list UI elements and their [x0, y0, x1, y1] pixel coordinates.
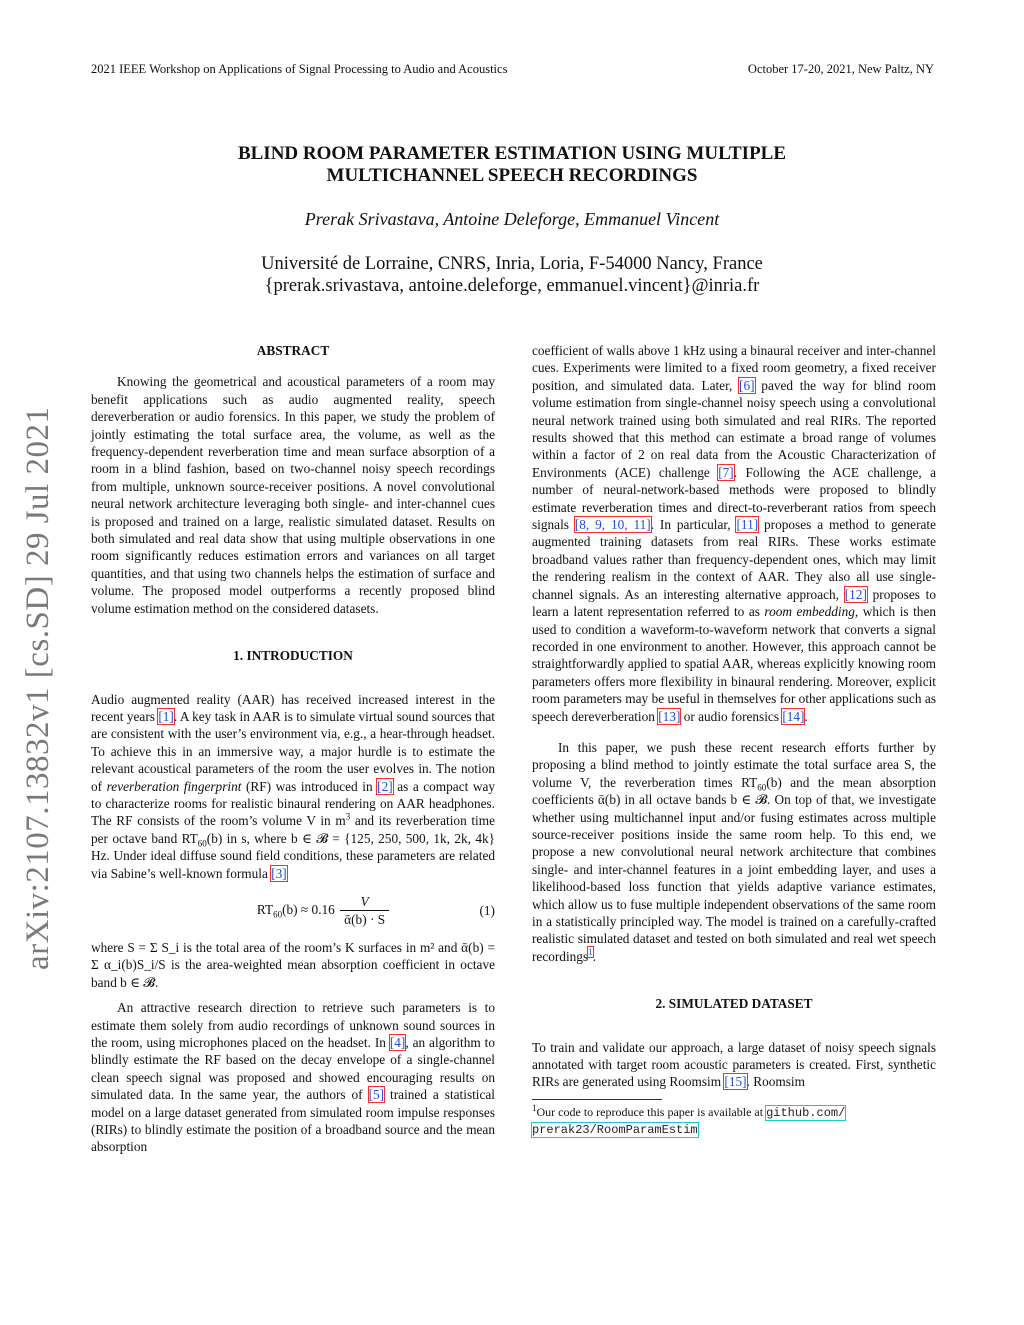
citation-15[interactable]: [15]	[724, 1074, 747, 1090]
footnote-rule	[532, 1099, 662, 1100]
paper-title	[150, 143, 874, 187]
left-column	[91, 342, 495, 1156]
citation-6[interactable]: [6]	[739, 377, 755, 393]
citation-3[interactable]: [3]	[271, 865, 287, 881]
citation-7[interactable]: [7]	[718, 464, 734, 480]
intro-paragraph-2: where S = Σ S_i is the total area of the room’s K surfaces in m² and ᾱ(b) = Σ α_i(b)S_i/S is the area-weighted mean absorption coefficient in octave band b ∈ 𝓑.	[91, 939, 495, 990]
running-header-right: October 17-20, 2021, New Paltz, NY	[747, 62, 934, 76]
title-line-2: MULTICHANNEL SPEECH RECORDINGS	[326, 165, 698, 186]
github-link-cont[interactable]: prerak23/RoomParamEstim	[532, 1122, 698, 1137]
sabine-equation	[91, 889, 495, 933]
equation-body: $RT_{60}(b) \approx 0.16$ $\frac{V}{\text{ᾱ(b) · S}}$	[91, 893, 465, 929]
citation-1[interactable]: [1]	[158, 708, 174, 724]
right-paragraph-2: In this paper, we push these recent research efforts further by proposing a blind method to jointly estimate the total surface area S, the volume V, the reverberation times $RT_{60}(b)$ and the mean absorption coefficients ᾱ(b) in all octave bands b ∈ 𝓑. On top of that, we investigate whether using multichannel input and/or fusing estimates across multiple source-receiver positions inside the same room help. To this end, we propose a new convolutional neural network architecture that combines single- and inter-channel features in a joint embedding layer, and uses a likelihood-based loss function that yields adaptive variance estimates, which allow us to fuse multiple independent observations of the same room in a statistically principled way. The model is trained on a carefully-crafted realistic simulated dataset and tested on both simulated and real wet speech recordings$^1$.	[532, 739, 936, 964]
arxiv-identifier[interactable]: arXiv:2107.13832v1 [cs.SD] 29 Jul 2021	[20, 406, 56, 970]
citation-12[interactable]: [12]	[844, 586, 867, 602]
author-emails: {prerak.srivastava, antoine.deleforge, emmanuel.vincent}@inria.fr	[264, 276, 760, 296]
intro-paragraph-3: An attractive research direction to retrieve such parameters is to estimate them solely from audio recordings of unknown sound sources in the room, using microphones placed on the headset. In [4], an algorithm to blindly estimate the RF based on the decay envelope of a single-channel clean speech signal was proposed and showed encouraging results on simulated data. In the same year, the authors of [5] trained a statistical model on a large dataset generated from simulated room impulse responses (RIRs) to blindly estimate the position of a broadband source and the mean absorption	[91, 1000, 496, 1155]
abstract-heading: ABSTRACT	[256, 343, 330, 358]
intro-paragraph-1: Audio augmented reality (AAR) has received increased interest in the recent years [1]. A key task in AAR is to simulate virtual sound sources that are consistent with the user’s environment via, e.g., a hear-through headset. To achieve this in an immersive way, a major hurdle is to estimate the relevant acoustical parameters of the room the user evolves in. The notion of reverberation fingerprint (RF) was introduced in [2] as a compact way to characterize rooms for realistic binaural rendering on AAR headphones. The RF consists of the room’s volume V in $m^3$ and its reverberation time per octave band $RT_{60}(b)$ in s, where b ∈ 𝓑 = {125, 250, 500, 1k, 2k, 4k} Hz. Under ideal diffuse sound field conditions, these parameters are related via Sabine’s well-known formula [3]	[91, 691, 496, 881]
citation-11[interactable]: [11]	[736, 517, 759, 533]
introduction-heading: 1. INTRODUCTION	[233, 648, 353, 664]
footnote-marker[interactable]: 1	[588, 947, 593, 958]
footnote: $^1$Our code to reproduce this paper is available at github.com/ prerak23/RoomParamEstim	[532, 1102, 846, 1137]
dataset-paragraph: To train and validate our approach, a large dataset of noisy speech signals annotated with target room acoustic parameters is created. First, synthetic RIRs are generated using Roomsim [15]. Roomsim	[532, 1039, 936, 1090]
github-link[interactable]: github.com/	[766, 1105, 846, 1120]
equation-fraction: $\frac{V}{\text{ᾱ(b) · S}}$	[340, 893, 389, 929]
citation-14[interactable]: [14]	[782, 708, 805, 724]
paper-authors: Prerak Srivastava, Antoine Deleforge, Emmanuel Vincent	[304, 209, 720, 229]
abstract-text: Knowing the geometrical and acoustical parameters of a room may benefit applications such as audio augmented reality, speech dereverberation or audio forensics. In this paper, we study the problem of jointly estimating the total surface area, the volume, as well as the frequency-dependent reverberation time and mean surface absorption of a room in a blind fashion, based on two-channel noisy speech recordings from multiple, unknown source-receiver positions. A novel convolutional neural network architecture leveraging both single- and inter-channel cues is proposed and trained on a large, realistic simulated dataset. Results on both simulated and real data show that using multiple observations in one room significantly reduces estimation errors and variances on all target quantities, and that using two channels helps the estimation of surface and volume. The proposed model outperforms a recently proposed blind volume estimation method on the considered datasets.	[91, 374, 495, 616]
affiliation: Université de Lorraine, CNRS, Inria, Loria, F-54000 Nancy, France	[261, 254, 763, 274]
running-header-left: 2021 IEEE Workshop on Applications of Signal Processing to Audio and Acoustics	[91, 62, 508, 76]
citation-8-11[interactable]: [8, 9, 10, 11]	[574, 517, 651, 533]
citation-13[interactable]: [13]	[658, 708, 681, 724]
simulated-dataset-heading: 2. SIMULATED DATASET	[655, 996, 813, 1012]
equation-number: (1)	[479, 903, 495, 919]
citation-4[interactable]: [4]	[389, 1035, 406, 1050]
affiliation-block	[150, 253, 874, 297]
right-paragraph-1: coefficient of walls above 1 kHz using a binaural receiver and inter-channel cues. Experiments were limited to a fixed room geometry, a fixed receiver position, and simulated data. Later, [6] paved the way for blind room volume estimation from single-channel noisy speech using a convolutional neural network trained using both simulated and real RIRs. The reported results showed that this method can estimate a broad range of volumes within a factor of 2 on real data from the Acoustic Characterization of Environments (ACE) challenge [7]. Following the ACE challenge, a number of neural-network-based methods were proposed to blindly estimate reverberation times and direct-to-reverberant ratios from speech signals [8, 9, 10, 11]. In particular, [11] proposes a method to generate augmented training datasets from real RIRs. These works estimate broadband values rather than frequency-dependent ones, which may limit the rendering realism in the context of AAR. They also all use single-channel signals. As an interesting alternative approach, [12] proposes to learn a latent representation referred to as room embedding, which is then used to condition a waveform-to-waveform network that converts a signal recorded in one environment to another. However, this approach cannot be straightforwardly applied to spatial AAR, whereas explicitly knowing room parameters offers more flexibility in binaural rendering. Moreover, explicit room parameters may be useful in themselves for other applications such as speech dereverberation [13] or audio forensics [14].	[532, 343, 937, 724]
title-line-1: BLIND ROOM PARAMETER ESTIMATION USING MULTIPLE	[237, 143, 787, 164]
citation-2[interactable]: [2]	[377, 778, 393, 794]
citation-5[interactable]: [5]	[368, 1087, 385, 1103]
right-column	[532, 342, 936, 1138]
